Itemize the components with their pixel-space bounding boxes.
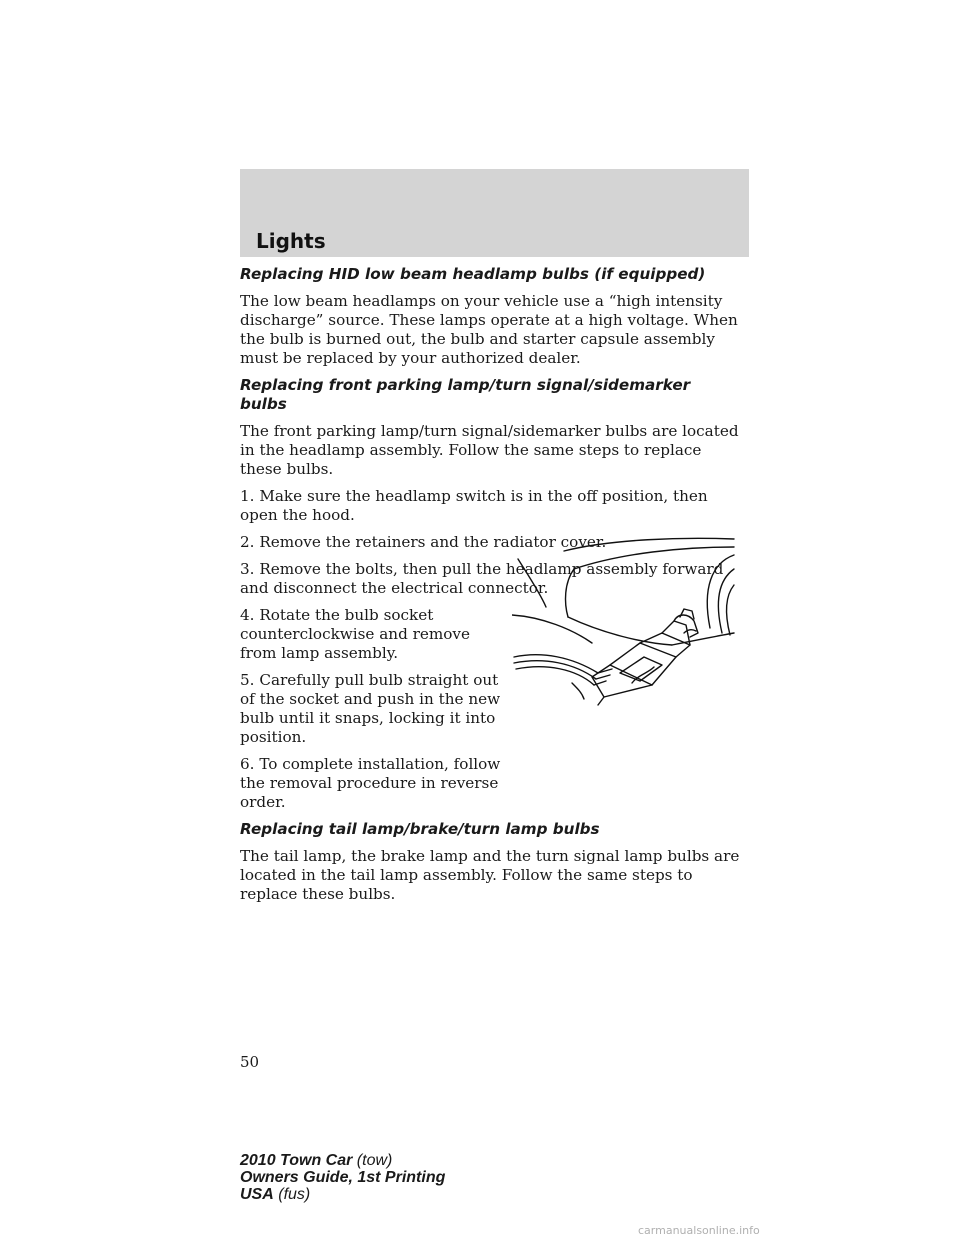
footer-printing: Owners Guide, 1st Printing: [240, 1169, 446, 1186]
footer-model-code: (tow): [356, 1152, 393, 1169]
footer-market-code: (fus): [278, 1186, 311, 1203]
step-4: 4. Rotate the bulb socket counterclockwise and remove from lamp assembly.: [240, 606, 470, 662]
page-number: 50: [240, 1053, 260, 1071]
footer-line-2: [240, 1169, 445, 1186]
footer-line-3: [240, 1186, 445, 1203]
step-2: 2. Remove the retainers and the radiator cover.: [240, 533, 607, 551]
heading-tail-lamp: Replacing tail lamp/brake/turn lamp bulbs: [240, 820, 600, 838]
step-5: 5. Carefully pull bulb straight out of the socket and push in the new bulb until it snaps, locking it into position.: [240, 671, 501, 746]
footer-market: USA: [240, 1186, 274, 1203]
bulb-socket-illustration: [512, 533, 742, 711]
step-1: 1. Make sure the headlamp switch is in the off position, then open the hood.: [240, 487, 708, 524]
heading-front-parking-lamp: Replacing front parking lamp/turn signal/sidemarker bulbs: [240, 376, 691, 413]
section-title: Lights: [256, 229, 326, 253]
paragraph-tail-lamp: The tail lamp, the brake lamp and the turn signal lamp bulbs are located in the tail lamp assembly. Follow the same steps to replace these bulbs.: [240, 847, 740, 903]
document-footer: [240, 1152, 445, 1203]
paragraph-hid-description: The low beam headlamps on your vehicle use a “high intensity discharge” source. These lamps operate at a high voltage. When the bulb is burned out, the bulb and starter capsule assembly must be replaced by your authorized dealer.: [240, 292, 738, 367]
watermark: carmanualsonline.info: [638, 1224, 760, 1237]
footer-line-1: [240, 1152, 445, 1169]
paragraph-front-parking-lamp: The front parking lamp/turn signal/sidemarker bulbs are located in the headlamp assembly. Follow the same steps to replace these bulbs.: [240, 422, 739, 478]
step-3: 3. Remove the bolts, then pull the headlamp assembly forward and disconnect the electrical connector.: [240, 560, 724, 597]
heading-hid-low-beam: Replacing HID low beam headlamp bulbs (if equipped): [240, 265, 706, 283]
step-6: 6. To complete installation, follow the removal procedure in reverse order.: [240, 755, 501, 811]
section-header-band: [240, 169, 749, 257]
footer-model: 2010 Town Car: [240, 1152, 353, 1169]
